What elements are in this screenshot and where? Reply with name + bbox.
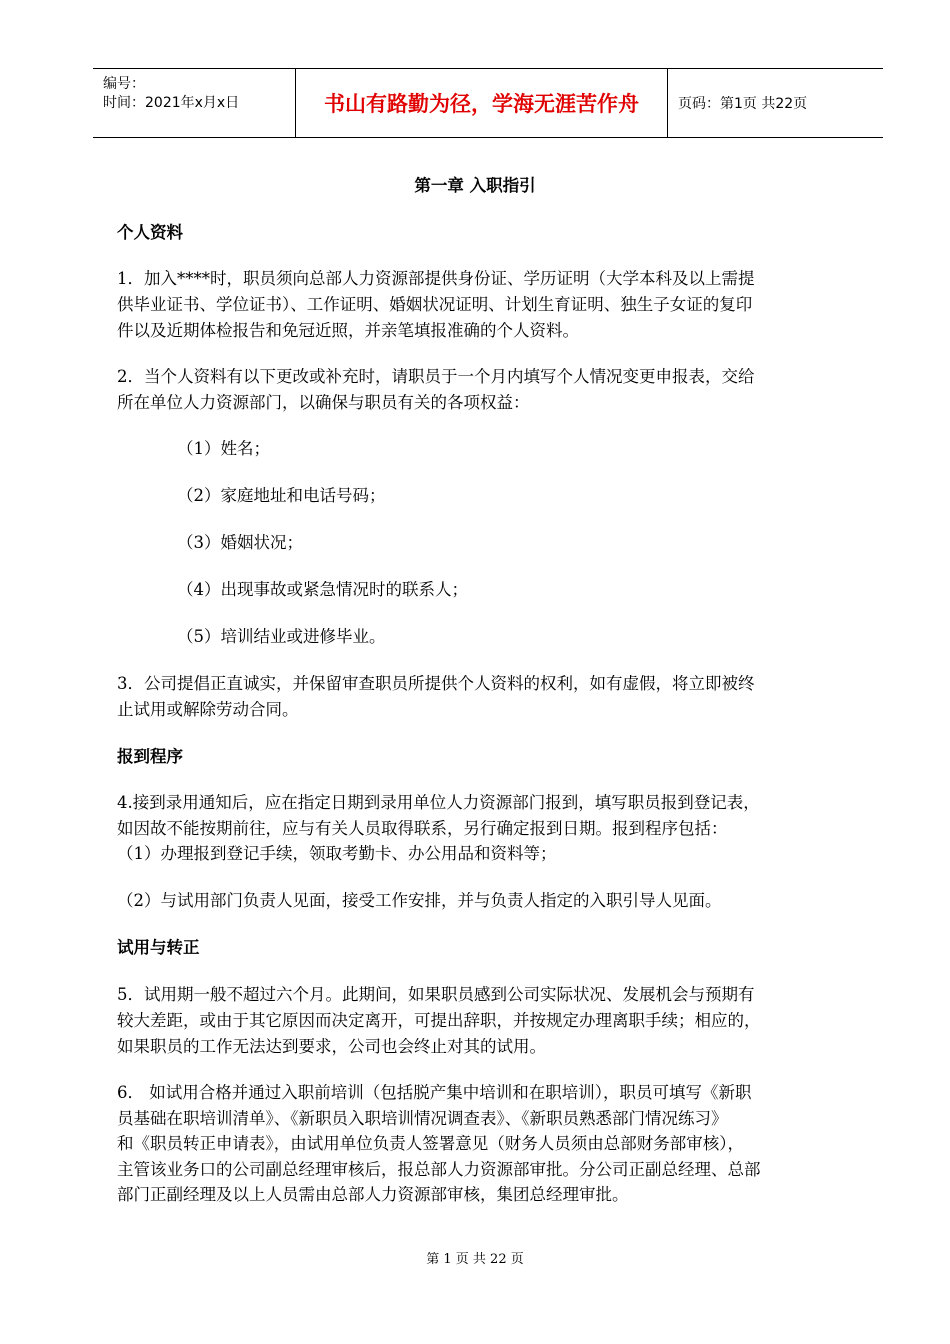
paragraph-line: 部门正副经理及以上人员需由总部人力资源部审核，集团总经理审批。: [117, 1185, 629, 1204]
paragraph-line: 如果职员的工作无法达到要求，公司也会终止对其的试用。: [117, 1037, 546, 1056]
header-page-label: 页码：第1页 共22页: [678, 96, 808, 112]
paragraph-line: 主管该业务口的公司副总经理审核后，报总部人力资源部审批。分公司正副总经理、总部: [117, 1160, 761, 1179]
paragraph-line: 供毕业证书、学位证书）、工作证明、婚姻状况证明、计划生育证明、独生子女证的复印: [117, 295, 753, 314]
section-heading-personal-info: 个人资料: [117, 223, 183, 242]
list-item: （2）家庭地址和电话号码；: [177, 486, 386, 505]
paragraph-line: 员基础在职培训清单》、《新职员入职培训情况调查表》、《新职员熟悉部门情况练习》: [117, 1109, 728, 1128]
paragraph-line: 止试用或解除劳动合同。: [117, 700, 299, 719]
list-item: （4）出现事故或紧急情况时的联系人；: [177, 580, 468, 599]
page-header: [93, 68, 883, 138]
paragraph-line: 所在单位人力资源部门，以确保与职员有关的各项权益：: [117, 393, 530, 412]
paragraph-line: 如因故不能按期前往，应与有关人员取得联系，另行确定报到日期。报到程序包括：: [117, 819, 728, 838]
paragraph-line: （1）办理报到登记手续，领取考勤卡、办公用品和资料等；: [117, 844, 557, 863]
paragraph-line: 1．加入****时，职员须向总部人力资源部提供身份证、学历证明（大学本科及以上需提: [117, 269, 755, 288]
paragraph-line: 2．当个人资料有以下更改或补充时，请职员于一个月内填写个人情况变更申报表，交给: [117, 367, 755, 386]
paragraph-line: 4.接到录用通知后，应在指定日期到录用单位人力资源部门报到，填写职员报到登记表，: [117, 793, 760, 812]
paragraph-line: 3．公司提倡正直诚实，并保留审查职员所提供个人资料的权利，如有虚假，将立即被终: [117, 674, 755, 693]
chapter-title: 第一章 入职指引: [414, 176, 536, 195]
paragraph-line: （2）与试用部门负责人见面，接受工作安排，并与负责人指定的入职引导人见面。: [117, 891, 722, 910]
list-item: （3）婚姻状况；: [177, 533, 303, 552]
section-heading-report-procedure: 报到程序: [117, 747, 183, 766]
list-item: （1）姓名；: [177, 439, 270, 458]
number-label: 编号：: [103, 76, 145, 92]
paragraph-line: 和《职员转正申请表》，由试用单位负责人签署意见（财务人员须由总部财务部审核），: [117, 1134, 744, 1153]
section-heading-probation: 试用与转正: [117, 938, 200, 957]
paragraph-line: 较大差距，或由于其它原因而决定离开，可提出辞职，并按规定办理离职手续；相应的，: [117, 1011, 761, 1030]
paragraph-line: 5．试用期一般不超过六个月。此期间，如果职员感到公司实际状况、发展机会与预期有: [117, 985, 755, 1004]
time-label: 时间：2021年x月x日: [103, 95, 240, 111]
header-meta: [93, 69, 296, 137]
list-item: （5）培训结业或进修毕业。: [177, 627, 386, 646]
paragraph-line: 6． 如试用合格并通过入职前培训（包括脱产集中培训和在职培训），职员可填写《新职: [117, 1083, 752, 1102]
header-motto: 书山有路勤为径，学海无涯苦作舟: [296, 69, 668, 137]
page-footer: 第 1 页 共 22 页: [426, 1252, 524, 1267]
paragraph-line: 件以及近期体检报告和免冠近照，并亲笔填报准确的个人资料。: [117, 321, 579, 340]
